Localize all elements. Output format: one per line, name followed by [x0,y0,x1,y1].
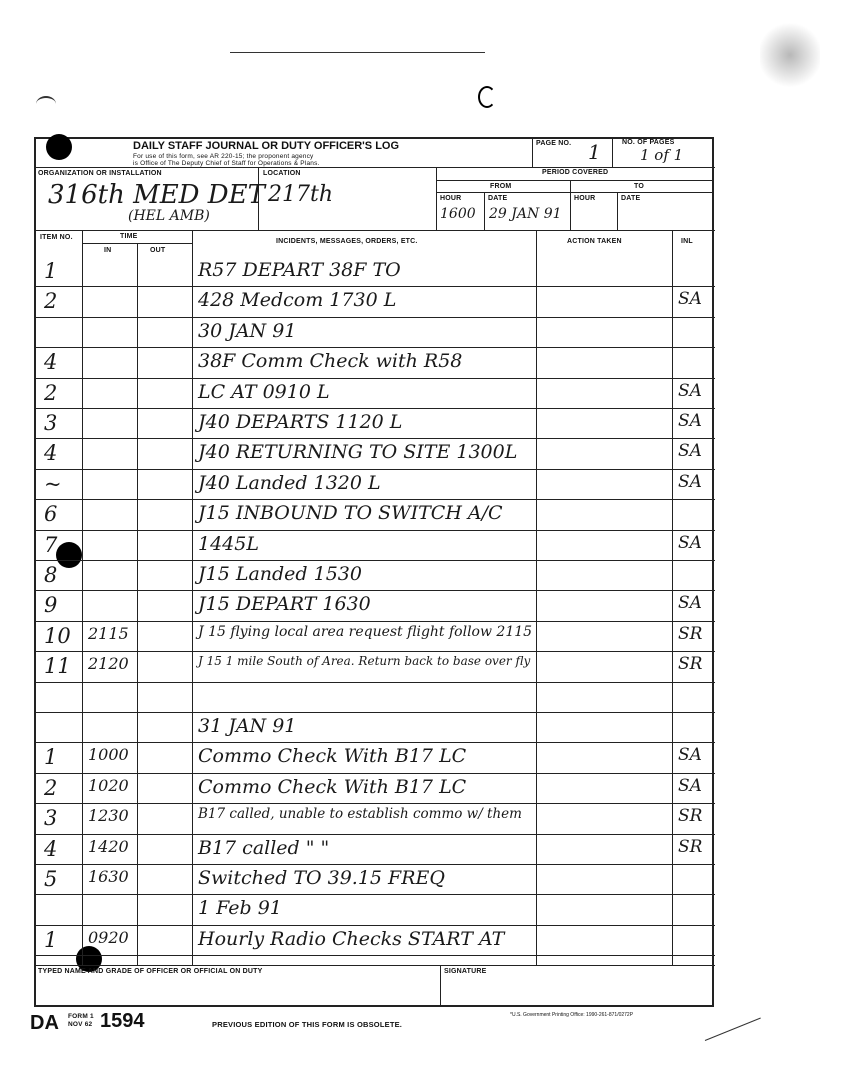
row-text: J15 INBOUND TO SWITCH A/C [198,502,503,525]
table-row-divider [34,621,715,622]
row-item: 2 [44,380,58,405]
signature-label: SIGNATURE [444,968,487,975]
table-row-divider [34,712,715,713]
row-text: 1 Feb 91 [198,897,282,920]
row-text: J 15 flying local area request flight follow 2115 [198,623,533,640]
table-row-divider [34,894,715,895]
row-text: J40 RETURNING TO SITE 1300L [198,441,518,464]
row-inl: SA [678,532,702,553]
row-inl: SA [678,380,702,401]
row-text: 31 JAN 91 [198,715,297,737]
org-label: ORGANIZATION OR INSTALLATION [38,170,162,177]
row-text: J40 Landed 1320 L [198,471,381,494]
scan-artifact-noise [760,20,820,90]
row-item: 5 [44,867,58,891]
row-inl: SR [678,623,703,644]
form-small: FORM 1 NOV 62 [68,1013,94,1028]
row-item: 11 [44,654,71,679]
location-label: LOCATION [263,170,301,177]
table-row-divider [34,560,715,561]
row-text: J15 Landed 1530 [198,563,362,585]
row-inl: SA [678,775,702,796]
row-inl: SA [678,471,702,492]
col-time-header: TIME [120,233,138,240]
row-in: 1000 [88,745,129,765]
org-value-line2: (HEL AMB) [128,208,210,224]
row-item: 2 [44,289,58,314]
scan-artifact-dot [478,86,496,108]
row-text: R57 DEPART 38F TO [198,259,401,281]
row-item: 2 [44,775,58,800]
table-row-divider [34,742,715,743]
table-row-divider [34,499,715,500]
table-row-divider [34,925,715,926]
typed-name-label: TYPED NAME AND GRADE OF OFFICER OR OFFICIAL ON DUTY [38,968,263,975]
row-text: Commo Check With B17 LC [198,745,467,768]
from-hour-value: 1600 [440,206,476,222]
table-row-divider [34,773,715,774]
row-item: ~ [44,471,62,496]
row-item: 10 [44,623,71,648]
row-text: Commo Check With B17 LC [198,775,467,798]
page-no-value: 1 [588,140,601,164]
row-item: 4 [44,441,58,466]
table-row-divider [34,469,715,470]
row-item: 4 [44,836,58,861]
table-row-divider [34,590,715,591]
form-subtitle-1: For use of this form, see AR 220-15; the proponent agency [133,153,314,160]
row-text: 38F Comm Check with R58 [198,350,463,373]
to-date-label: DATE [621,195,641,202]
row-text: B17 called " " [198,836,330,859]
from-date-value: 29 JAN 91 [489,206,562,222]
to-hour-label: HOUR [574,195,596,202]
row-inl: SA [678,593,702,614]
row-text: B17 called, unable to establish commo w/ them [198,806,522,823]
col-out-header: OUT [150,247,166,254]
row-text: Hourly Radio Checks START AT [198,927,505,950]
row-text: J40 DEPARTS 1120 L [198,411,403,433]
table-row-divider [34,286,715,287]
row-inl: SA [678,411,702,431]
table-row-divider [34,530,715,531]
from-label: FROM [490,183,512,190]
org-value: 316th MED DET [48,180,265,210]
scan-artifact-top [230,52,485,53]
punch-hole-top [46,134,72,160]
scan-artifact-swoosh [36,96,56,112]
row-item: 3 [44,411,58,435]
table-row-divider [34,317,715,318]
row-item: 8 [44,563,58,587]
table-row-divider [34,682,715,683]
table-row-divider [34,803,715,804]
table-row-divider [34,438,715,439]
table-row-divider [34,834,715,835]
col-incidents-header: INCIDENTS, MESSAGES, ORDERS, ETC. [276,238,418,245]
row-text: J 15 1 mile South of Area. Return back to base over fly [198,654,531,669]
row-inl: SA [678,745,702,766]
row-inl: SR [678,806,703,827]
col-inl-header: INL [681,238,693,245]
row-inl: SA [678,441,702,462]
row-item: 1 [44,259,58,283]
table-row-divider [34,408,715,409]
row-item: 7 [44,532,58,557]
row-in: 1420 [88,836,129,856]
table-row-divider [34,347,715,348]
row-in: 2115 [88,623,129,643]
col-action-header: ACTION TAKEN [567,238,622,245]
row-item: 6 [44,502,58,527]
location-value: 217th [268,182,334,207]
row-text: 30 JAN 91 [198,319,297,342]
printing-office-note: *U.S. Government Printing Office: 1990-261-871/0272P [510,1012,634,1018]
row-text: Switched TO 39.15 FREQ [198,867,445,889]
form-prefix: DA [30,1012,59,1034]
page-no-label: PAGE NO. [536,140,572,147]
row-in: 1020 [88,775,129,795]
row-in: 0920 [88,927,129,947]
no-of-pages-value: 1 of 1 [640,146,684,164]
previous-edition-note: PREVIOUS EDITION OF THIS FORM IS OBSOLETE. [212,1020,403,1029]
row-in: 1230 [88,806,129,826]
form-subtitle-2: is Office of The Deputy Chief of Staff for Operations & Plans. [133,160,320,167]
table-row-divider [34,378,715,379]
from-hour-label: HOUR [440,195,462,202]
row-inl: SA [678,289,702,310]
row-in: 2120 [88,654,129,674]
row-text: LC AT 0910 L [198,380,330,403]
row-text: J15 DEPART 1630 [198,593,371,616]
to-label: TO [634,183,644,190]
table-row-divider [34,864,715,865]
row-text: 1445L [198,532,259,555]
row-item: 1 [44,745,58,770]
no-of-pages-label: NO. OF PAGES [622,139,675,146]
form-title: DAILY STAFF JOURNAL OR DUTY OFFICER'S LOG [133,140,400,152]
punch-hole-middle [56,542,82,568]
row-in: 1630 [88,867,129,886]
row-inl: SR [678,836,703,857]
row-text: 428 Medcom 1730 L [198,289,397,312]
table-row-divider [34,955,715,956]
row-inl: SR [678,654,703,675]
from-date-label: DATE [488,195,508,202]
row-item: 9 [44,593,58,618]
row-item: 3 [44,806,58,831]
row-item: 4 [44,350,58,375]
table-row-divider [34,651,715,652]
period-label: PERIOD COVERED [542,169,609,176]
col-in-header: IN [104,247,112,254]
row-item: 1 [44,927,58,952]
scan-artifact-corner [705,1018,761,1041]
form-number: 1594 [100,1010,145,1032]
col-item-header: ITEM NO. [40,234,73,241]
